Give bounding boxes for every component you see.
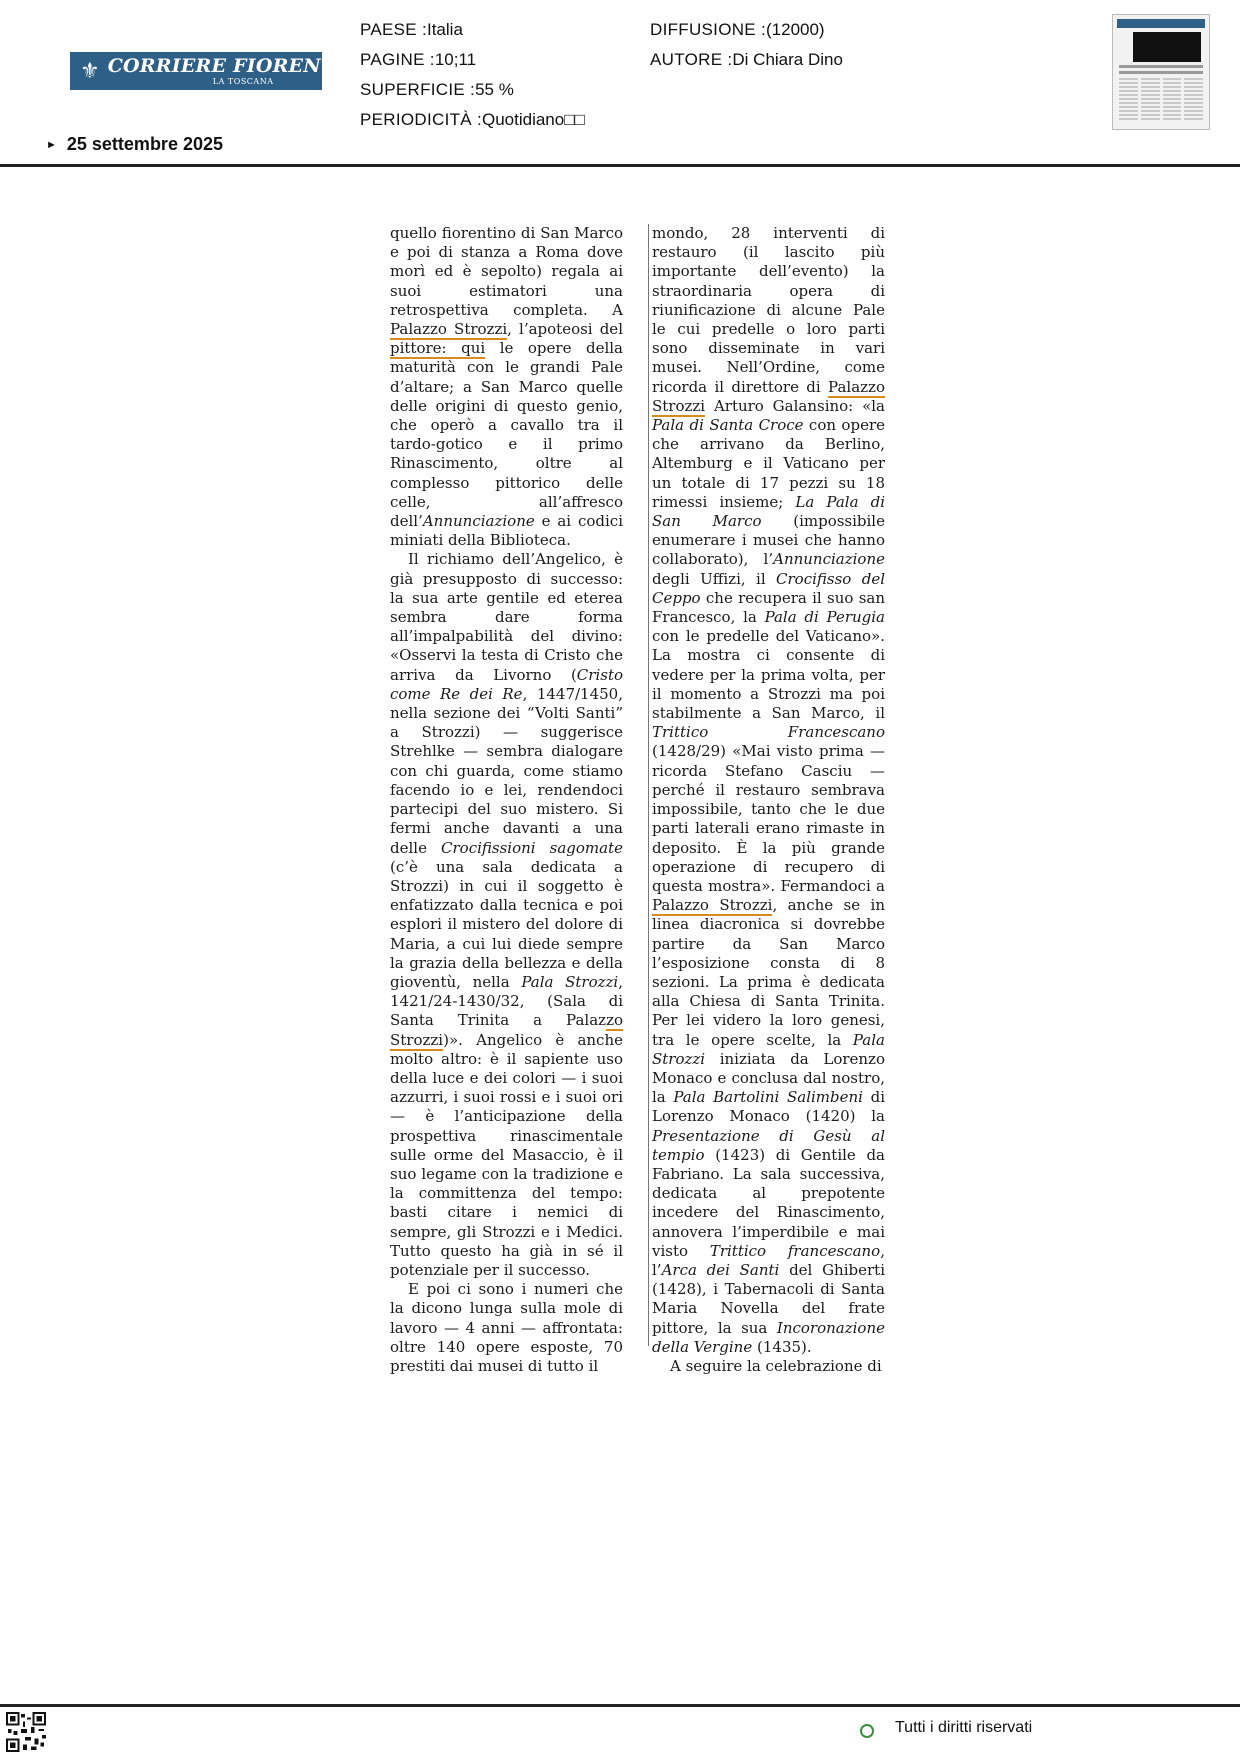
footer-divider: [0, 1704, 1240, 1707]
meta-autore-value: Di Chiara Dino: [732, 50, 843, 69]
meta-periodicita-label: PERIODICITÀ :: [360, 110, 482, 129]
paragraph: quello fiorentino di San Marco e poi di stanza a Roma dove morì ed è sepolto) regala ai suoi estimatori una retrospettiva completa. A Palazzo Strozzi, l’apoteosi del pittore: qui le opere della maturità con le grandi Pale d’altare; a San Marco quelle delle origini di questo genio, che operò a cavallo tra il tardo-gotico e il primo Rinascimento, oltre al complesso pittorico delle celle, all’affresco dell’Annunciazione e ai codici miniati della Biblioteca.: [390, 224, 623, 550]
meta-diffusione-value: (12000): [766, 20, 825, 39]
masthead-title: CORRIERE FIORENTINO: [107, 54, 379, 77]
masthead-subtitle: LA TOSCANA: [212, 76, 274, 86]
meta-superficie: [360, 80, 514, 100]
article-column-1: [390, 224, 623, 1376]
fleur-de-lis-icon: ⚜: [80, 58, 100, 84]
thumbnail-columns: [1119, 78, 1203, 122]
meta-autore-label: AUTORE :: [650, 50, 733, 69]
meta-paese-label: PAESE :: [360, 20, 427, 39]
publication-date: [46, 134, 223, 155]
paragraph: Il richiamo dell’Angelico, è già presupposto di successo: la sua arte gentile ed eterea sembra dare forma all’impalpabilità del divino: «Osservi la testa di Cristo che arriva da Livorno (Cristo come Re dei Re, 1447/1450, nella sezione dei “Volti Santi” a Strozzi) — suggerisce Strehlke — sembra dialogare con chi guarda, come stiamo facendo io e lei, rendendoci partecipi del suo mistero. Si fermi anche davanti a una delle Crocifissioni sagomate (c’è una sala dedicata a Strozzi) in cui il soggetto è enfatizzato dalla tecnica e poi esplori il mistero del dolore di Maria, a cui lui diede sempre la grazia della bellezza e della gioventù, nella Pala Strozzi, 1421/24-1430/32, (Sala di Santa Trinita a Palazzo Strozzi)». Angelico è anche molto altro: è il sapiente uso della luce e dei colori — i suoi azzurri, i suoi rossi e i suoi ori — è l’anticipazione della prospettiva rinascimentale sulle orme del Masaccio, è il suo legame con la tradizione e la committenza del tempo: basti citare i nemici di sempre, gli Strozzi e i Medici. Tutto questo ha già in sé il potenziale per il successo.: [390, 550, 623, 1279]
highlight-term: Palazzo Strozzi: [390, 320, 508, 339]
date-marker-icon: ►: [46, 139, 57, 151]
meta-pagine: [360, 50, 476, 70]
header-divider: [0, 164, 1240, 167]
thumbnail-headline: [1119, 65, 1203, 68]
meta-paese: [360, 20, 463, 40]
column-divider: [648, 224, 649, 1346]
qr-code-icon: [6, 1712, 46, 1752]
meta-diffusione-label: DIFFUSIONE :: [650, 20, 766, 39]
thumbnail-photo: [1133, 32, 1201, 62]
meta-paese-value: Italia: [426, 20, 463, 39]
highlight-term: zo Strozzi: [390, 1011, 623, 1049]
thumbnail-masthead: [1117, 19, 1205, 28]
meta-diffusione: [650, 20, 825, 40]
highlight-term: pittore: qui: [390, 339, 486, 358]
meta-superficie-value: 55 %: [475, 80, 514, 99]
publication-date-text: 25 settembre 2025: [66, 134, 223, 154]
meta-periodicita: [360, 110, 585, 130]
meta-superficie-label: SUPERFICIE :: [360, 80, 476, 99]
meta-pagine-value: 10;11: [434, 50, 477, 69]
paragraph: A seguire la celebrazione di: [670, 1356, 882, 1375]
meta-pagine-label: PAGINE :: [360, 50, 435, 69]
rights-notice: Tutti i diritti riservati: [895, 1719, 1033, 1736]
newspaper-masthead: [70, 52, 379, 90]
highlight-term: Palazzo Strozzi: [652, 896, 773, 915]
circle-icon: [860, 1724, 874, 1738]
page-thumbnail: [1112, 14, 1210, 130]
meta-periodicita-value: Quotidiano□□: [481, 110, 585, 129]
thumbnail-headline: [1119, 71, 1203, 74]
masthead-text: [107, 54, 379, 86]
paragraph: mondo, 28 interventi di restauro (il lascito più importante dell’evento) la straordinaria opera di riunificazione di alcune Pale le cui predelle o loro parti sono disseminate in vari musei. Nell’Ordine, come ricorda il direttore di Palazzo Strozzi Arturo Galansino: «la Pala di Santa Croce con opere che arrivano da Berlino, Altemburg e il Vaticano per un totale di 17 pezzi su 18 rimessi insieme; La Pala di San Marco (impossibile enumerare i musei che hanno collaborato), l’Annunciazione degli Uffizi, il Crocifisso del Ceppo che recupera il suo san Francesco, la Pala di Perugia con le predelle del Vaticano». La mostra ci consente di vedere per la prima volta, per il momento a Strozzi ma poi stabilmente a San Marco, il Trittico Francescano (1428/29) «Mai visto prima — ricorda Stefano Casciu — perché il restauro sembrava impossibile, tanto che le due parti laterali erano rimaste in deposito. È la più grande operazione di recupero di questa mostra». Fermandoci a Palazzo Strozzi, anche se in linea diacronica si dovrebbe partire da San Marco l’esposizione consta di 8 sezioni. La prima è dedicata alla Chiesa di Santa Trinita. Per lei videro la loro genesi, tra le opere scelte, la Pala Strozzi iniziata da Lorenzo Monaco e conclusa dal nostro, la Pala Bartolini Salimbeni di Lorenzo Monaco (1420) la Presentazione di Gesù al tempio (1423) di Gentile da Fabriano. La sala successiva, dedicata al prepotente incedere del Rinascimento, annovera l’imperdibile e mai visto Trittico francescano, l’Arca dei Santi del Ghiberti (1428), i Tabernacoli di Santa Maria Novella del frate pittore, la sua Incoronazione della Vergine (1435).: [652, 224, 885, 1356]
paragraph: E poi ci sono i numeri che la dicono lunga sulla mole di lavoro — 4 anni — affrontata: oltre 140 opere esposte, 70 prestiti dai musei di tutto il: [390, 1280, 623, 1375]
article-column-2: [652, 224, 885, 1376]
meta-autore: [650, 50, 843, 70]
highlight-term: Palazzo Strozzi: [652, 377, 885, 415]
